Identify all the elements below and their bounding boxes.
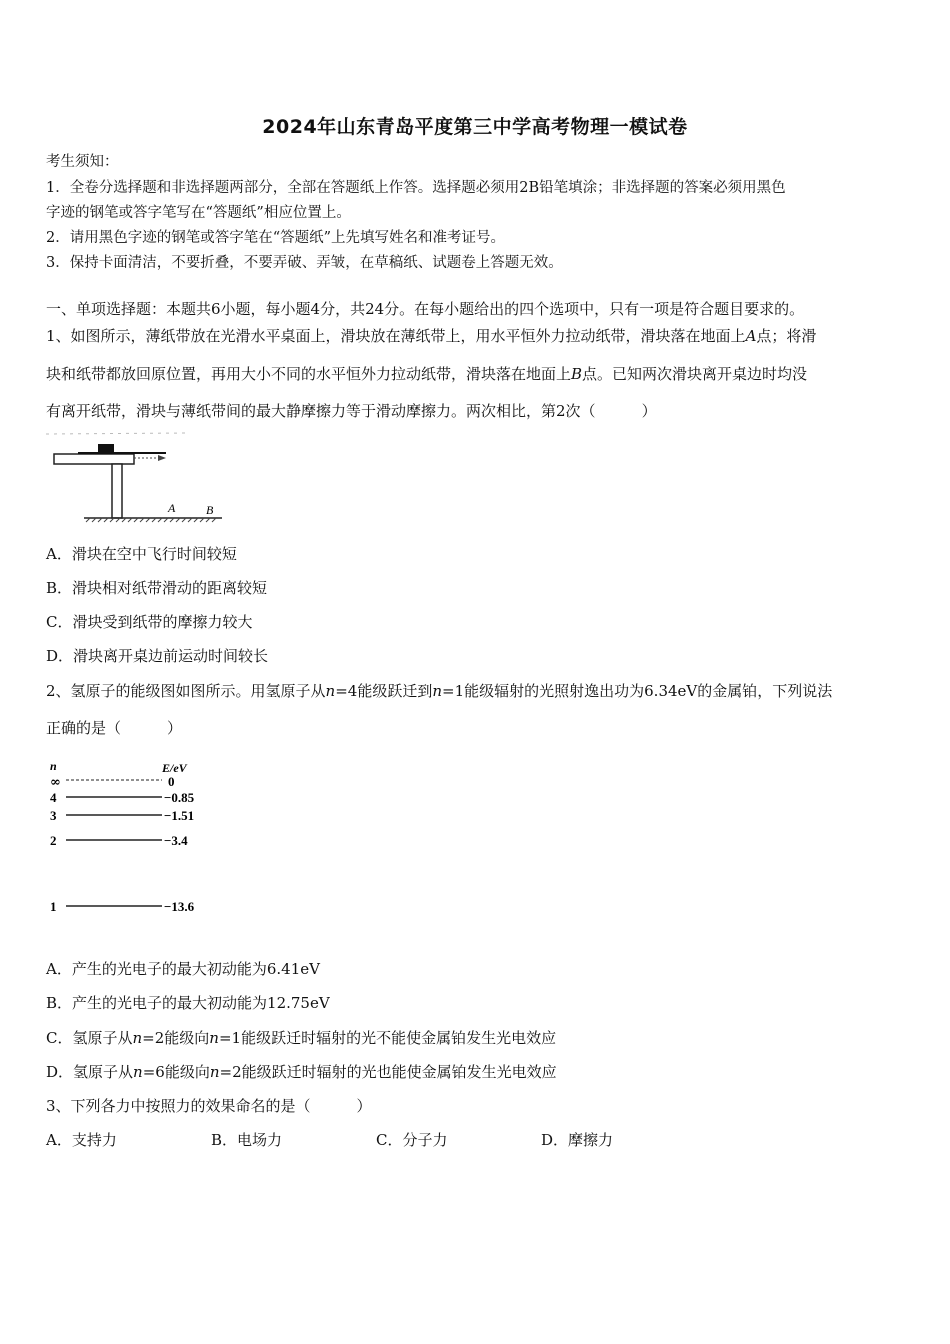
level-n: 3 <box>50 808 57 823</box>
energy-level-diagram <box>46 756 226 921</box>
n-axis-label: n <box>50 759 57 773</box>
page-title: 2024年山东青岛平度第三中学高考物理一模试卷 <box>262 116 688 138</box>
q2-option-c: C．氢原子从n=2能级向n=1能级跃迁时辐射的光不能使金属铂发生光电效应 <box>46 1029 557 1047</box>
table-top <box>54 454 134 464</box>
level-energy: −3.4 <box>164 833 188 848</box>
q1-option-d: D．滑块离开桌边前运动时间较长 <box>46 647 269 665</box>
question-1-stem: 有离开纸带，滑块与薄纸带间的最大静摩擦力等于滑动摩擦力。两次相比，第2次（ ） <box>46 402 657 420</box>
q3-options <box>46 1130 916 1150</box>
level-energy: −1.51 <box>164 808 195 823</box>
notice-item: 3．保持卡面清洁，不要折叠，不要弄破、弄皱，在草稿纸、试题卷上答题无效。 <box>46 255 563 271</box>
q3-option-c: C．分子力 <box>376 1131 448 1149</box>
question-2-stem: 正确的是（ ） <box>46 719 183 737</box>
question-3-stem: 3、下列各力中按照力的效果命名的是（ ） <box>46 1097 372 1115</box>
q3-option-d: D．摩擦力 <box>541 1131 614 1149</box>
level-n: ∞ <box>50 775 61 790</box>
q3-option-b: B．电场力 <box>211 1131 283 1149</box>
level-n: 2 <box>50 833 57 848</box>
notice-item: 字迹的钢笔或答字笔写在“答题纸”相应位置上。 <box>46 205 351 221</box>
section-heading: 一、单项选择题：本题共6小题，每小题4分，共24分。在每小题给出的四个选项中，只有一项是符合题目要求的。 <box>46 300 805 318</box>
q2-option-b: B．产生的光电子的最大初动能为12.75eV <box>46 994 330 1012</box>
question-2-stem: 2、氢原子的能级图如图所示。用氢原子从n=4能级跃迁到n=1能级辐射的光照射逸出功为6.34eV的金属铂，下列说法 <box>46 682 833 700</box>
notice-heading: 考生须知： <box>46 154 119 170</box>
pull-arrow-icon <box>158 455 166 461</box>
level-n: 1 <box>50 899 57 914</box>
q2-option-d: D．氢原子从n=6能级向n=2能级跃迁时辐射的光也能使金属铂发生光电效应 <box>46 1063 557 1081</box>
level-energy: −0.85 <box>164 790 195 805</box>
q1-option-a: A．滑块在空中飞行时间较短 <box>46 545 237 563</box>
level-energy: 0 <box>168 774 175 789</box>
q2-option-a: A．产生的光电子的最大初动能为6.41eV <box>46 960 320 978</box>
q3-option-a: A．支持力 <box>46 1131 117 1149</box>
energy-axis-label: E/eV <box>162 761 187 775</box>
notice-item: 2．请用黑色字迹的钢笔或答字笔在“答题纸”上先填写姓名和准考证号。 <box>46 230 506 246</box>
q1-option-c: C．滑块受到纸带的摩擦力较大 <box>46 613 253 631</box>
table-slider-figure <box>46 432 236 532</box>
level-energy: −13.6 <box>164 899 195 914</box>
table-leg <box>112 464 122 518</box>
q1-option-b: B．滑块相对纸带滑动的距离较短 <box>46 579 268 597</box>
point-b-label: B <box>206 503 214 517</box>
question-1-stem: 1、如图所示，薄纸带放在光滑水平桌面上，滑块放在薄纸带上，用水平恒外力拉动纸带，滑块落在地面上A点；将滑 <box>46 327 817 345</box>
question-1-stem: 块和纸带都放回原位置，再用大小不同的水平恒外力拉动纸带，滑块落在地面上B点。已知两次滑块离开桌边时均没 <box>46 365 808 383</box>
level-n: 4 <box>50 790 57 805</box>
point-a-label: A <box>168 501 176 515</box>
notice-item: 1．全卷分选择题和非选择题两部分，全部在答题纸上作答。选择题必须用2B铅笔填涂；非选择题的答案必须用黑色 <box>46 180 786 196</box>
